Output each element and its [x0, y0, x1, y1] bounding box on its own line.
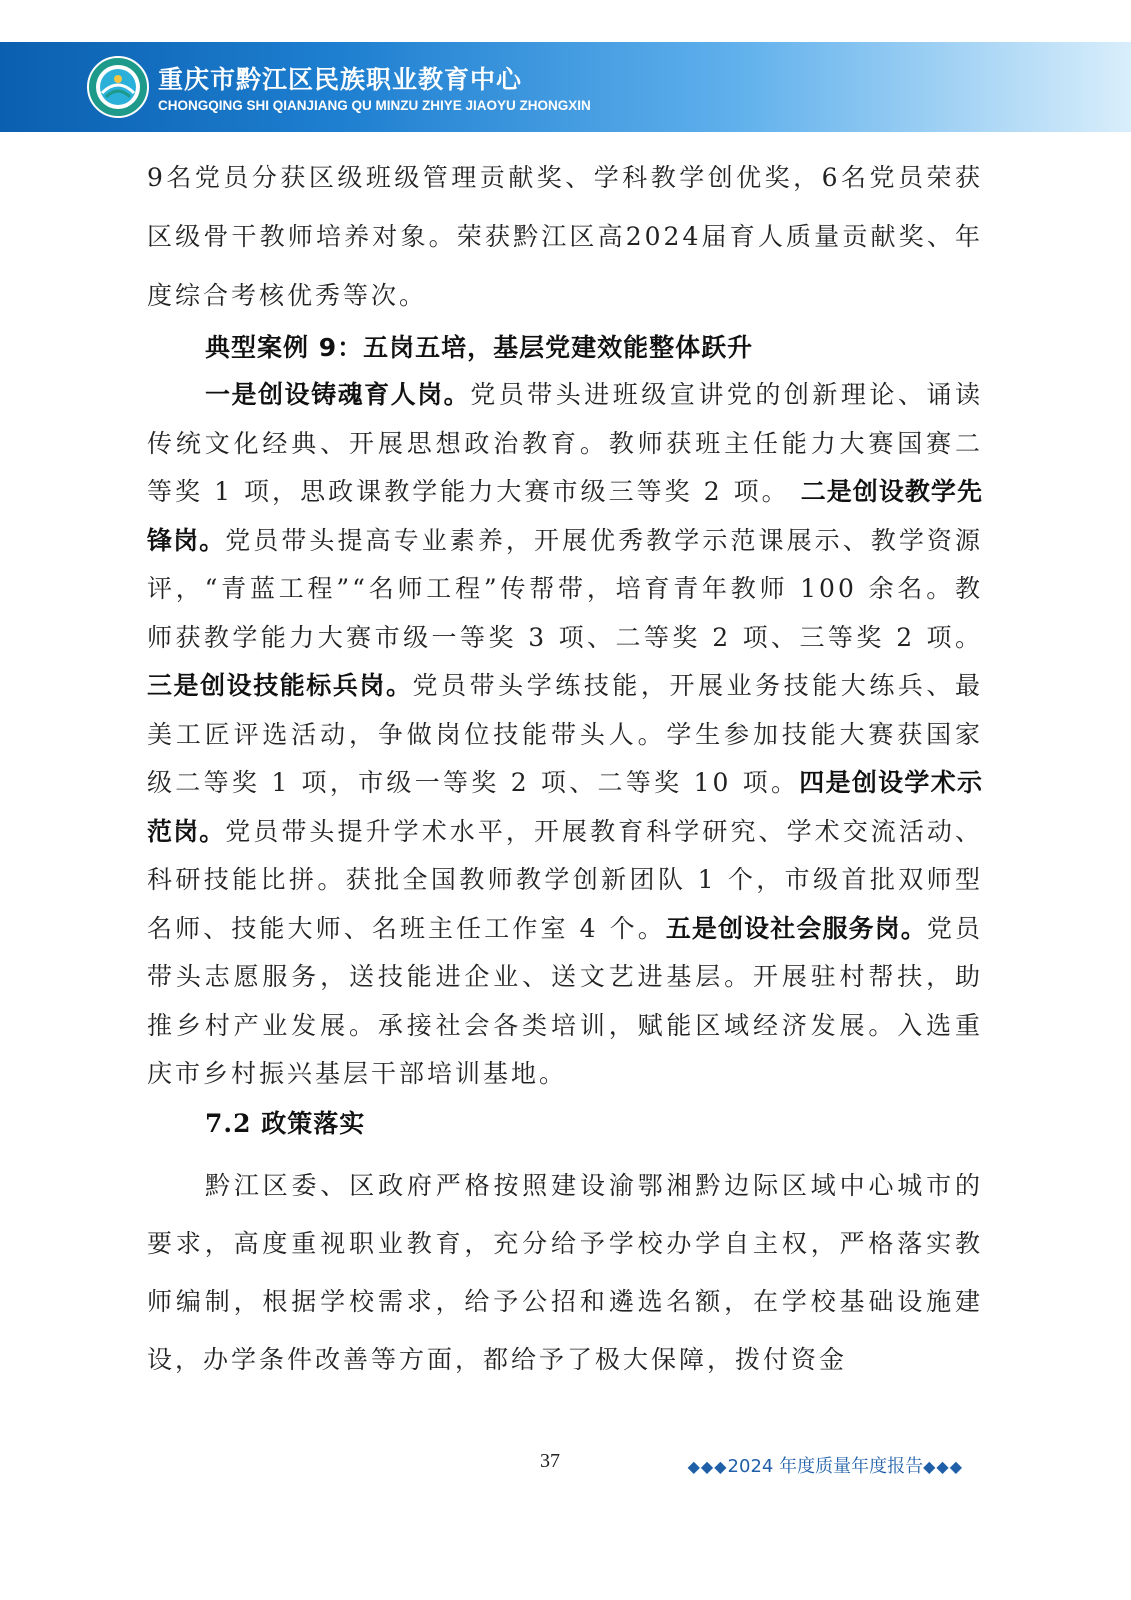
case-paragraph — [147, 371, 983, 1099]
school-name-en: CHONGQING SHI QIANJIANG QU MINZU ZHIYE JIAOYU ZHONGXIN — [158, 98, 591, 113]
section-2-text: 党员带头提高专业素养，开展优秀教学示范课展示、教学资源评，“青蓝工程”“名师工程”传帮带，培育青年教师 100 余名。教师获教学能力大赛市级一等奖 3 项、二等奖 2 项、三等奖 2 项。 — [147, 525, 983, 652]
policy-paragraph: 黔江区委、区政府严格按照建设渝鄂湘黔边际区域中心城市的要求，高度重视职业教育，充分给予学校办学自主权，严格落实教师编制，根据学校需求，给予公招和遴选名额，在学校基础设施建设，办学条件改善等方面，都给予了极大保障，拨付资金 — [147, 1170, 983, 1374]
school-emblem-icon — [86, 55, 150, 119]
section-2-lead: 二是创设教学先锋岗。 — [147, 477, 983, 555]
footer-report-title — [688, 1452, 963, 1478]
section-5-lead: 五是创设社会服务岗。 — [665, 913, 927, 943]
diamond-decoration-left: ◆◆◆ — [687, 1457, 728, 1476]
section-heading: 7.2 政策落实 — [205, 1108, 366, 1138]
section-3-lead: 三是创设技能标兵岗。 — [147, 671, 413, 700]
page-content — [147, 148, 983, 1389]
intro-paragraph: 9名党员分获区级班级管理贡献奖、学科教学创优奖，6名党员荣获区级骨干教师培养对象。荣获黔江区高2024届育人质量贡献奖、年度综合考核优秀等次。 — [147, 163, 983, 310]
case-heading: 典型案例 9：五岗五培，基层党建效能整体跃升 — [205, 333, 754, 362]
section-3-text: 党员带头学练技能，开展业务技能大练兵、最美工匠评选活动，争做岗位技能带头人。学生参加技能大赛获国家级二等奖 1 项，市级一等奖 2 项、二等奖 10 项。 — [147, 671, 983, 797]
section-4-lead: 四是创设学术示范岗。 — [147, 768, 983, 846]
school-name-cn: 重庆市黔江区民族职业教育中心 — [158, 65, 523, 94]
report-title: 2024 年度质量年度报告 — [727, 1456, 924, 1477]
section-1-text: 党员带头进班级宣讲党的创新理论、诵读传统文化经典、开展思想政治教育。教师获班主任能力大赛国赛二等奖 1 项，思政课教学能力大赛市级三等奖 2 项。 — [147, 380, 983, 506]
section-1-lead: 一是创设铸魂育人岗。 — [205, 380, 471, 409]
diamond-decoration-right: ◆◆◆ — [923, 1457, 963, 1476]
page-number: 37 — [540, 1450, 560, 1472]
section-4-text: 党员带头提升学术水平，开展教育科学研究、学术交流活动、科研技能比拼。获批全国教师教学创新团队 1 个，市级首批双师型名师、技能大师、名班主任工作室 4 个。 — [147, 816, 983, 943]
section-5-text: 党员带头志愿服务，送技能进企业、送文艺进基层。开展驻村帮扶，助推乡村产业发展。承接社会各类培训，赋能区域经济发展。入选重庆市乡村振兴基层干部培训基地。 — [147, 913, 983, 1088]
header-banner — [0, 42, 1131, 132]
